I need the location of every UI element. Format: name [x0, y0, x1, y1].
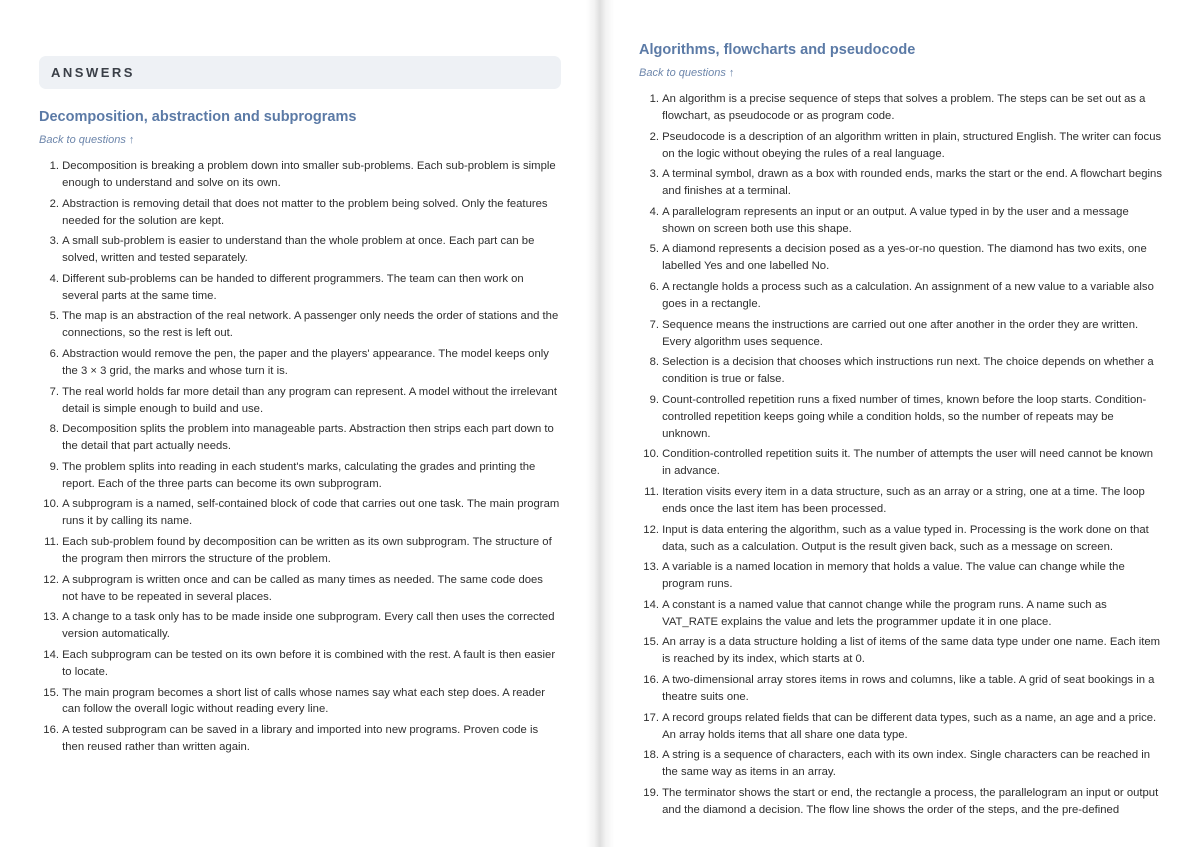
- item-number: 18.: [643, 749, 659, 762]
- item-number: 2.: [649, 130, 659, 143]
- list-item: [639, 354, 1162, 388]
- item-text: Input is data entering the algorithm, such as a value typed in. Processing is the work done on that data, such as a calculation. Output is the result given back, such as a message on screen.: [662, 523, 1149, 553]
- item-number: 14.: [43, 648, 59, 661]
- item-number: 7.: [49, 385, 59, 398]
- item-text: A tested subprogram can be saved in a library and imported into new programs. Proven code is then reused rather than written again.: [62, 724, 539, 754]
- section-title: Algorithms, flowcharts and pseudocode: [639, 42, 916, 58]
- list-item: [39, 609, 561, 643]
- item-number: 4.: [649, 205, 659, 218]
- item-text: A rectangle holds a process such as a calculation. An assignment of a new value to a variable also goes in a rectangle.: [662, 281, 1154, 310]
- item-number: 9.: [49, 460, 59, 473]
- item-text: Abstraction is removing detail that does not matter to the problem being solved. Only the features needed for the solution are kept.: [62, 197, 548, 227]
- list-item: [639, 785, 1162, 819]
- item-text: A diamond represents a decision posed as a yes-or-no question. The diamond has two exits, one labelled Yes and one labelled No.: [662, 243, 1147, 273]
- item-number: 15.: [43, 686, 59, 699]
- answer-list: [39, 158, 561, 756]
- answers-header: [39, 56, 561, 89]
- list-item: [639, 166, 1162, 200]
- item-text: A constant is a named value that cannot change while the program runs. A name such as VAT_RATE explains the value and lets the programmer update it in one place.: [662, 598, 1107, 628]
- list-item: [39, 196, 561, 230]
- list-item: [639, 317, 1162, 351]
- item-number: 6.: [49, 348, 59, 361]
- list-item: [639, 484, 1162, 518]
- item-text: Each sub-problem found by decomposition can be written as its own subprogram. The structure of the program then mirrors the structure of the problem.: [62, 536, 552, 565]
- item-number: 1.: [649, 93, 659, 105]
- list-item: [639, 597, 1162, 631]
- list-item: [39, 308, 561, 342]
- item-text: The map is an abstraction of the real network. A passenger only needs the order of stations and the connections, so the rest is left out.: [62, 310, 559, 340]
- item-number: 6.: [649, 281, 659, 294]
- item-text: The real world holds far more detail than any program can represent. A model without the irrelevant detail is simple enough to build and use.: [62, 385, 557, 415]
- list-item: [39, 233, 561, 267]
- item-text: Abstraction would remove the pen, the paper and the players' appearance. The model keeps only the 3 × 3 grid, the marks and whose turn it is.: [62, 348, 549, 377]
- right-page: [600, 0, 1200, 847]
- item-number: 15.: [643, 636, 659, 649]
- item-text: A parallelogram represents an input or an output. A value typed in by the user and a message shown on screen both use this shape.: [662, 205, 1129, 235]
- list-item: [39, 271, 561, 305]
- list-item: [639, 559, 1162, 593]
- item-number: 8.: [49, 423, 59, 436]
- item-text: Each subprogram can be tested on its own before it is combined with the rest. A fault is then easier to locate.: [62, 648, 556, 678]
- item-number: 13.: [643, 561, 659, 574]
- list-item: [639, 91, 1162, 125]
- list-item: [639, 392, 1162, 443]
- item-text: Selection is a decision that chooses which instructions run next. The choice depends on whether a condition is true or false.: [662, 356, 1154, 386]
- list-item: [39, 459, 561, 493]
- item-number: 13.: [43, 611, 59, 624]
- item-text: Count-controlled repetition runs a fixed number of times, known before the loop starts. Condition-controlled repetition keeps going while a condition holds, so the number of repeats may be unknown.: [662, 393, 1147, 440]
- list-item: [639, 710, 1162, 744]
- item-number: 7.: [649, 318, 659, 331]
- answer-list: [639, 91, 1162, 819]
- item-text: A two-dimensional array stores items in rows and columns, like a table. A grid of seat bookings in a theatre suits one.: [662, 674, 1155, 703]
- item-number: 11.: [644, 486, 659, 498]
- list-item: [639, 129, 1162, 163]
- item-text: A variable is a named location in memory that holds a value. The value can change while the program runs.: [662, 561, 1125, 591]
- item-text: A string is a sequence of characters, each with its own index. Single characters can be reached in the same way as items in an array.: [662, 749, 1151, 779]
- item-number: 19.: [643, 786, 659, 799]
- item-text: Decomposition is breaking a problem down into smaller sub-problems. Each sub-problem is simple enough to understand and solve on its own.: [62, 160, 556, 189]
- list-item: [639, 747, 1162, 781]
- list-item: [39, 384, 561, 418]
- back-to-questions-link[interactable]: Back to questions ↑: [39, 134, 135, 146]
- item-text: An array is a data structure holding a list of items of the same data type under one name. Each item is reached by its index, which starts at 0.: [662, 636, 1161, 666]
- item-number: 10.: [643, 448, 659, 461]
- list-item: [639, 672, 1162, 706]
- list-item: [39, 685, 561, 719]
- list-item: [639, 634, 1162, 668]
- list-item: [39, 647, 561, 681]
- item-text: A terminal symbol, drawn as a box with rounded ends, marks the start or the end. A flowchart begins and finishes at a terminal.: [662, 168, 1162, 198]
- back-to-questions-link[interactable]: Back to questions ↑: [639, 67, 735, 79]
- list-item: [639, 279, 1162, 313]
- item-number: 2.: [49, 197, 59, 210]
- item-text: A small sub-problem is easier to understand than the whole problem at once. Each part can be solved, written and tested separately.: [62, 235, 535, 265]
- list-item: [39, 534, 561, 568]
- item-text: A subprogram is a named, self-contained block of code that carries out one task. The main program runs it by calling its name.: [62, 498, 560, 528]
- list-item: [639, 522, 1162, 556]
- item-text: Condition-controlled repetition suits it. The number of attempts the user will need cannot be known in advance.: [662, 448, 1153, 478]
- item-text: A subprogram is written once and can be called as many times as needed. The same code does not have to be repeated in several places.: [62, 573, 543, 603]
- list-item: [39, 421, 561, 455]
- item-number: 17.: [643, 711, 659, 724]
- item-text: The problem splits into reading in each student's marks, calculating the grades and printing the report. Each of the three parts can become its own subprogram.: [62, 460, 536, 490]
- list-item: [39, 572, 561, 606]
- item-text: Different sub-problems can be handed to different programmers. The team can then work on several parts at the same time.: [62, 272, 524, 302]
- item-text: A record groups related fields that can be different data types, such as a name, an age and a price. An array holds items that all share one data type.: [662, 711, 1157, 741]
- answers-label: ANSWERS: [51, 65, 135, 80]
- list-item: [639, 204, 1162, 238]
- item-text: The terminator shows the start or end, the rectangle a process, the parallelogram an input or output and the diamond a decision. The flow line shows the order of the steps, and the pre-defined: [662, 786, 1159, 816]
- list-item: [639, 446, 1162, 480]
- item-number: 3.: [649, 168, 659, 181]
- item-number: 1.: [49, 160, 59, 172]
- item-text: An algorithm is a precise sequence of steps that solves a problem. The steps can be set out as a flowchart, as pseudocode or as program code.: [662, 93, 1146, 122]
- item-text: Sequence means the instructions are carried out one after another in the order they are written. Every algorithm uses sequence.: [662, 318, 1139, 348]
- list-item: [39, 722, 561, 756]
- item-number: 16.: [643, 674, 659, 687]
- item-text: The main program becomes a short list of calls whose names say what each step does. A reader can follow the overall logic without reading every line.: [62, 686, 546, 716]
- list-item: [639, 241, 1162, 275]
- section-title: Decomposition, abstraction and subprograms: [39, 109, 357, 125]
- item-text: Pseudocode is a description of an algorithm written in plain, structured English. The writer can focus on the logic without obeying the rules of a real language.: [662, 130, 1162, 160]
- item-number: 9.: [649, 393, 659, 406]
- item-number: 4.: [49, 272, 59, 285]
- item-number: 14.: [643, 598, 659, 611]
- item-number: 3.: [49, 235, 59, 248]
- item-number: 12.: [643, 523, 659, 536]
- item-number: 5.: [49, 310, 59, 323]
- item-number: 10.: [43, 498, 59, 511]
- item-number: 12.: [43, 573, 59, 586]
- list-item: [39, 496, 561, 530]
- item-text: Iteration visits every item in a data structure, such as an array or a string, one at a time. The loop ends once the last item has been processed.: [662, 486, 1145, 515]
- item-number: 8.: [649, 356, 659, 369]
- list-item: [39, 346, 561, 380]
- item-text: Decomposition splits the problem into manageable parts. Abstraction then strips each part down to the detail that part actually needs.: [62, 423, 554, 453]
- item-number: 16.: [43, 724, 59, 737]
- list-item: [39, 158, 561, 192]
- item-number: 11.: [44, 536, 59, 549]
- item-number: 5.: [649, 243, 659, 256]
- item-text: A change to a task only has to be made inside one subprogram. Every call then uses the corrected version automatically.: [62, 611, 555, 641]
